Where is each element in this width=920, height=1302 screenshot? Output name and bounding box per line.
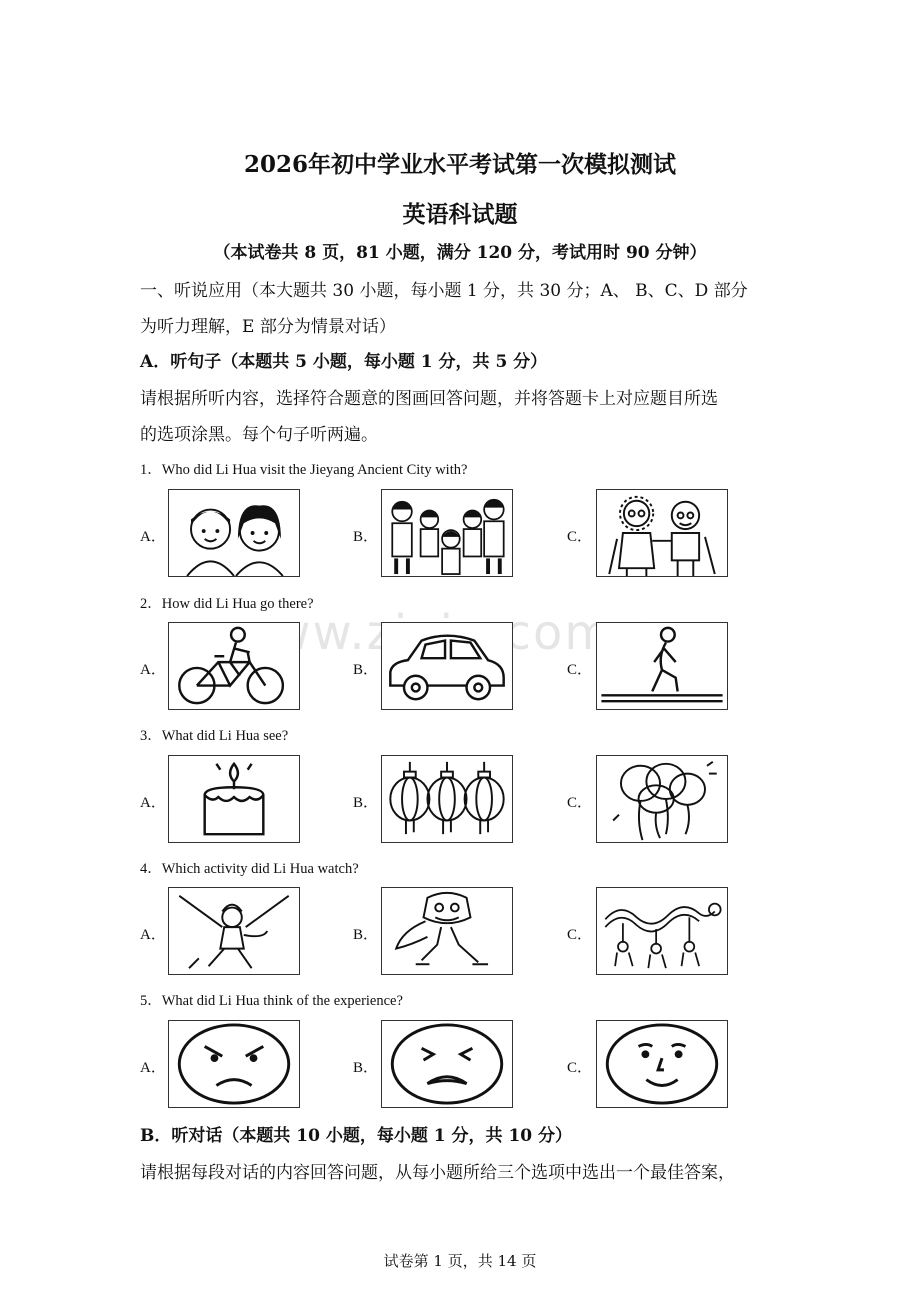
image-walking-person[interactable] [596,622,728,710]
option-label-b: B． [353,795,379,811]
image-upset-face[interactable] [381,1020,513,1108]
question-4: 4．Which activity did Li Hua watch? [140,861,359,877]
image-candle[interactable] [168,755,300,843]
option-label-a: A． [140,1060,166,1076]
image-elderly-couple[interactable] [596,489,728,577]
part-b-instruction: 请根据每段对话的内容回答问题，从每小题所给三个选项中选出一个最佳答案， [140,1163,735,1183]
option-label-c: C． [567,927,593,943]
option-label-c: C． [567,795,593,811]
page-subtitle: 英语科试题 [402,201,518,228]
part-b-heading: B．听对话（本题共 10 小题，每小题 1 分，共 10 分） [140,1126,573,1146]
image-happy-face[interactable] [596,1020,728,1108]
image-family-group[interactable] [381,489,513,577]
option-label-a: A． [140,529,166,545]
option-label-b: B． [353,927,379,943]
image-two-people[interactable] [168,489,300,577]
image-lion-dance[interactable] [381,887,513,975]
exam-note: （本试卷共 8 页，81 小题，满分 120 分，考试用时 90 分钟） [213,243,707,263]
image-angry-face[interactable] [168,1020,300,1108]
option-label-a: A． [140,795,166,811]
image-dancer-with-sticks[interactable] [168,887,300,975]
option-label-a: A． [140,927,166,943]
option-label-b: B． [353,1060,379,1076]
image-balloons[interactable] [596,755,728,843]
option-label-c: C． [567,662,593,678]
question-3: 3．What did Li Hua see? [140,728,289,744]
page-footer: 试卷第 1 页，共 14 页 [383,1252,537,1270]
option-label-a: A． [140,662,166,678]
image-bicycle[interactable] [168,622,300,710]
question-1: 1．Who did Li Hua visit the Jieyang Ancient City with? [140,462,468,478]
option-label-c: C． [567,1060,593,1076]
section-heading-line2: 为听力理解，E 部分为情景对话） [140,317,396,337]
question-2: 2．How did Li Hua go there? [140,596,314,612]
option-label-b: B． [353,662,379,678]
question-5: 5．What did Li Hua think of the experience? [140,993,403,1009]
part-a-instruction-line2: 的选项涂黑。每个句子听两遍。 [140,425,378,445]
part-a-instruction-line1: 请根据所听内容，选择符合题意的图画回答问题，并将答题卡上对应题目所选 [140,389,718,409]
option-label-c: C． [567,529,593,545]
page-title: 2026年初中学业水平考试第一次模拟测试 [243,151,676,178]
image-dragon-dance[interactable] [596,887,728,975]
part-a-heading: A．听句子（本题共 5 小题，每小题 1 分，共 5 分） [140,352,548,372]
image-lanterns[interactable] [381,755,513,843]
option-label-b: B． [353,529,379,545]
section-heading-line1: 一、听说应用（本大题共 30 小题，每小题 1 分，共 30 分；A、 B、C、D 部分 [140,281,748,301]
image-car[interactable] [381,622,513,710]
